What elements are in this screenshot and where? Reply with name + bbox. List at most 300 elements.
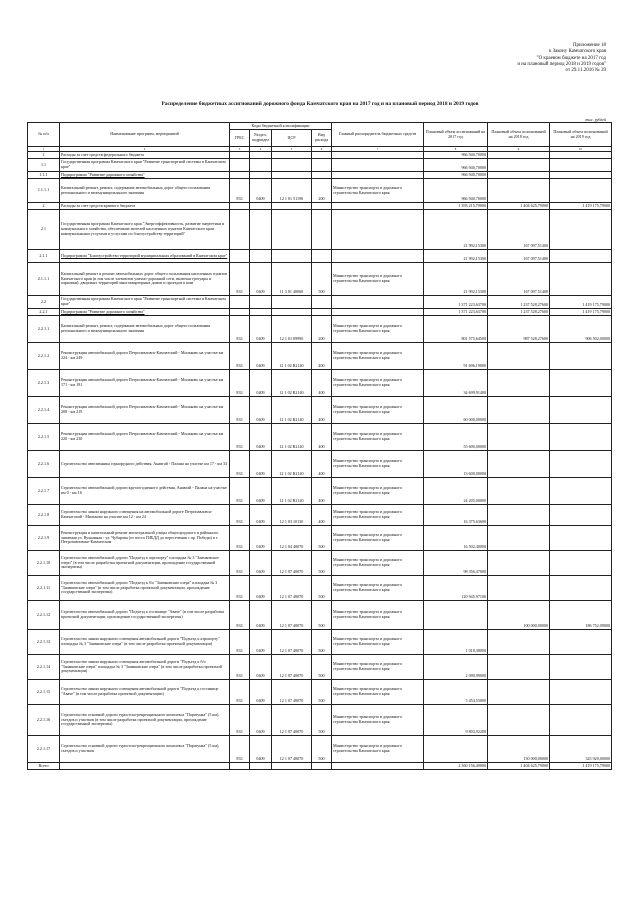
row-amount-2019 [550, 478, 612, 505]
table-body [28, 152, 612, 770]
row-amount-2018 [488, 551, 550, 576]
row-rzpr: 0409 [250, 705, 272, 736]
row-csr: 12 1 07 40070 [272, 705, 312, 736]
row-csr [272, 210, 312, 250]
row-vr: 500 [312, 551, 332, 576]
row-name: Государственная программа Камчатского края "Развитие транспортной системы в Камчатском крае" [60, 159, 230, 172]
table-row [28, 296, 612, 309]
row-exec: Министерство транспорта и дорожного строительства Камчатского края [332, 316, 424, 343]
row-vr: 500 [312, 526, 332, 551]
row-name: Строительство линии наружного освещения на автомобильной дороге Петропавловск-Камчатский - Мильково на участке км 12 - км 24 [60, 505, 230, 526]
row-amount-2019 [550, 172, 612, 179]
row-rzpr: 0409 [250, 424, 272, 451]
row-rzpr: 0409 [250, 263, 272, 296]
row-amount-2017: 1 371 223,63700 [424, 296, 488, 309]
row-amount-2018 [488, 705, 550, 736]
header-num: № п/п [28, 123, 60, 147]
row-amount-2019 [550, 210, 612, 250]
row-exec: Министерство транспорта и дорожного строительства Камчатского края [332, 630, 424, 655]
row-name: Строительство автомобильной дороги круглогодичного действия, Анавгай - Палана на участке км 0 - км 16 [60, 478, 230, 505]
row-number: 2.2.1.6 [28, 451, 60, 478]
row-exec [332, 309, 424, 316]
table-row [28, 630, 612, 655]
row-csr: 11 3 01 40060 [272, 263, 312, 296]
row-number: 2.2.1.12 [28, 601, 60, 630]
row-vr: 500 [312, 630, 332, 655]
row-csr [272, 152, 312, 159]
row-number: 1.1.1 [28, 172, 60, 179]
row-amount-2017: 55 600,00000 [424, 424, 488, 451]
row-exec: Министерство транспорта и дорожного строительства Камчатского края [332, 601, 424, 630]
units-label: тыс. рублей [585, 117, 606, 122]
appendix-line: "О краевом бюджете на 2017 год [536, 55, 606, 61]
row-rzpr: 0409 [250, 736, 272, 763]
row-name [60, 763, 230, 770]
row-amount-2018: 150 000,00000 [488, 736, 550, 763]
appendix-line: и на плановый период 2018 и 2019 годов" [517, 61, 606, 67]
row-exec: Министерство транспорта и дорожного строительства Камчатского края [332, 397, 424, 424]
table-row [28, 152, 612, 159]
header-csr: ЦСР [272, 130, 312, 147]
row-amount-2017: 16 375,63600 [424, 505, 488, 526]
row-exec: Министерство транспорта и дорожного строительства Камчатского края [332, 424, 424, 451]
row-amount-2018 [488, 397, 550, 424]
table-row [28, 576, 612, 601]
row-amount-2017: 2 360 156,49000 [424, 763, 488, 770]
row-amount-2018 [488, 505, 550, 526]
row-name: Капитальный ремонт и ремонт автомобильных дорог общего пользования населенных пунктов Камчатского края (в том числе элементов улично-дорожной сети, включая тротуары и парковки), дворовых территорий многоквартирных домов и проездов к ним [60, 263, 230, 296]
row-vr [312, 763, 332, 770]
row-number: 2.2.1.13 [28, 630, 60, 655]
row-name: Строительство основной дороги туристско-рекреационного комплекса "Паратунка" (5 км), съездов и участков [60, 736, 230, 763]
row-amount-2018: 1 237 528,27600 [488, 309, 550, 316]
row-amount-2019 [550, 680, 612, 705]
row-number: 1 [28, 152, 60, 159]
row-grbs: 833 [230, 343, 250, 370]
row-amount-2019 [550, 655, 612, 680]
row-rzpr: 0409 [250, 630, 272, 655]
row-number: 2.2.1.1 [28, 316, 60, 343]
row-amount-2018 [488, 526, 550, 551]
row-number: 2.2.1.2 [28, 343, 60, 370]
row-vr: 400 [312, 505, 332, 526]
column-index: 1 [28, 147, 60, 152]
row-amount-2019 [550, 343, 612, 370]
row-exec [332, 296, 424, 309]
appendix-line: от 29.11.2016 № 39 [565, 68, 606, 74]
row-csr: 12 1 02 R2140 [272, 343, 312, 370]
row-number: 2.2.1.4 [28, 397, 60, 424]
row-number: 2.2.1 [28, 309, 60, 316]
row-amount-2017: 966 940,70000 [424, 172, 488, 179]
row-grbs: 833 [230, 263, 250, 296]
row-amount-2017: 1 018,38000 [424, 630, 488, 655]
row-amount-2017: 34 699,91400 [424, 370, 488, 397]
row-amount-2019: 325 920,00000 [550, 736, 612, 763]
row-amount-2018 [488, 159, 550, 172]
table-row [28, 159, 612, 172]
row-name: Государственная программа Камчатского края "Развитие транспортной системы в Камчатском крае" [60, 296, 230, 309]
row-exec [332, 152, 424, 159]
row-name: Реконструкция автомобильной дороги Петропавловск-Камчатский - Мильково на участке км 171 - км 181 [60, 370, 230, 397]
row-name: Расходы за счет средств федерального бюджета [60, 152, 230, 159]
row-amount-2018: 1 237 528,27600 [488, 296, 550, 309]
row-number: 2.1.1 [28, 250, 60, 263]
row-amount-2019: 1 419 175,79000 [550, 296, 612, 309]
column-index: 10 [550, 147, 612, 152]
row-rzpr [250, 210, 272, 250]
row-amount-2019 [550, 551, 612, 576]
row-grbs: 833 [230, 655, 250, 680]
row-amount-2017 [424, 736, 488, 763]
row-csr: 12 1 07 40070 [272, 601, 312, 630]
row-grbs: 833 [230, 505, 250, 526]
table-row [28, 551, 612, 576]
row-number: 2.2.1.9 [28, 526, 60, 551]
row-amount-2019 [550, 576, 612, 601]
row-vr [312, 203, 332, 210]
row-grbs: 833 [230, 705, 250, 736]
row-amount-2019 [550, 630, 612, 655]
row-csr: 12 1 01 51190 [272, 179, 312, 203]
row-number: 1.1 [28, 159, 60, 172]
row-amount-2018: 987 528,27600 [488, 316, 550, 343]
row-csr: 12 1 07 40070 [272, 655, 312, 680]
row-amount-2017: 16 502,40000 [424, 526, 488, 551]
row-grbs: 833 [230, 601, 250, 630]
row-name: Строительство линии наружного освещения автомобильной дороги "Подъезд к б/о "Заимковские озера" площадка № 3 "Заимковские озера" (в том числе разработка проектной документации) [60, 655, 230, 680]
row-rzpr [250, 763, 272, 770]
row-amount-2017: 966 940,70000 [424, 179, 488, 203]
row-amount-2017: 801 575,64500 [424, 316, 488, 343]
appendix-line: Приложение 18 [572, 43, 606, 48]
row-exec: Министерство транспорта и дорожного строительства Камчатского края [332, 680, 424, 705]
row-exec: Министерство транспорта и дорожного строительства Камчатского края [332, 505, 424, 526]
row-exec: Министерство транспорта и дорожного строительства Камчатского края [332, 736, 424, 763]
table-row [28, 451, 612, 478]
row-rzpr: 0409 [250, 179, 272, 203]
row-name: Реконструкция и капитальный ремонт магистральной улицы общегородского и районного значения ул. Вулканная - ул. Чубарова (от поста ГИБДД до пересечения с пр. Победы) в г. Петропавловске-Камчатском [60, 526, 230, 551]
row-vr: 400 [312, 424, 332, 451]
table-row [28, 397, 612, 424]
table-row [28, 655, 612, 680]
row-exec: Министерство транспорта и дорожного строительства Камчатского края [332, 179, 424, 203]
row-grbs: 833 [230, 526, 250, 551]
row-rzpr [250, 172, 272, 179]
column-index: 7 [332, 147, 424, 152]
row-number: 2.2.1.14 [28, 655, 60, 680]
row-csr: 12 1 02 R2140 [272, 424, 312, 451]
appendix-line: к Закону Камчатского края [548, 49, 606, 55]
column-index: 6 [312, 147, 332, 152]
header-classification: Коды бюджетной классификации [230, 123, 332, 130]
row-amount-2017: 60 000,00000 [424, 397, 488, 424]
row-amount-2018 [488, 655, 550, 680]
row-vr: 400 [312, 451, 332, 478]
row-grbs: 833 [230, 370, 250, 397]
row-exec [332, 250, 424, 263]
row-amount-2018 [488, 343, 550, 370]
row-rzpr: 0409 [250, 397, 272, 424]
row-vr: 500 [312, 601, 332, 630]
row-number: 1.1.1.1 [28, 179, 60, 203]
table-row [28, 526, 612, 551]
row-grbs: 833 [230, 316, 250, 343]
row-amount-2017: 91 696,19000 [424, 343, 488, 370]
row-number: 2.2.1.3 [28, 370, 60, 397]
row-grbs [230, 159, 250, 172]
table-row [28, 343, 612, 370]
row-rzpr: 0409 [250, 343, 272, 370]
row-amount-2017: 21 992,15300 [424, 263, 488, 296]
header-name: Наименование программ, мероприятий [60, 123, 230, 147]
row-rzpr [250, 159, 272, 172]
row-amount-2019 [550, 526, 612, 551]
row-name: Капитальный ремонт, ремонт, содержание автомобильных дорог общего пользования регионального и межмуниципального значения [60, 179, 230, 203]
row-vr [312, 296, 332, 309]
row-name: Строительство автозимника горнорудного действия, Анавгай - Палана на участке км 17 - км 33 [60, 451, 230, 478]
row-exec [332, 763, 424, 770]
table-row [28, 505, 612, 526]
row-amount-2018 [488, 680, 550, 705]
row-exec: Министерство транспорта и дорожного строительства Камчатского края [332, 478, 424, 505]
row-grbs [230, 296, 250, 309]
row-amount-2017: 21 992,15300 [424, 210, 488, 250]
row-rzpr [250, 203, 272, 210]
table-row [28, 370, 612, 397]
row-csr [272, 172, 312, 179]
header-2017: Плановый объем ассигнований на 2017 год [424, 123, 488, 147]
row-number: 2.2.1.11 [28, 576, 60, 601]
row-exec: Министерство транспорта и дорожного строительства Камчатского края [332, 526, 424, 551]
row-amount-2019 [550, 152, 612, 159]
header-2018: Плановый объем ассигнований на 2018 год [488, 123, 550, 147]
row-amount-2017: 120 945,97100 [424, 576, 488, 601]
row-csr: 12 1 02 R2140 [272, 370, 312, 397]
row-csr: 12 1 01 09990 [272, 316, 312, 343]
column-index: 8 [424, 147, 488, 152]
row-amount-2017: 1 393 215,79000 [424, 203, 488, 210]
row-rzpr: 0409 [250, 370, 272, 397]
row-name: Капитальный ремонт, ремонт, содержание автомобильных дорог общего пользования регионального и межмуниципального значения [60, 316, 230, 343]
row-vr: 400 [312, 478, 332, 505]
row-amount-2019 [550, 250, 612, 263]
row-number: 2 [28, 203, 60, 210]
row-name: Подпрограмма "Благоустройство территорий муниципальных образований в Камчатском крае" [60, 250, 230, 263]
column-index: 2 [60, 147, 230, 152]
header-exec: Главный распорядитель бюджетных средств [332, 123, 424, 147]
row-amount-2019 [550, 505, 612, 526]
row-amount-2018 [488, 424, 550, 451]
row-rzpr: 0409 [250, 505, 272, 526]
table-row [28, 210, 612, 250]
row-name: Строительство автомобильной дороги "Подъезд к б/о "Заимковские озера" площадка № 3 "Заимковские озера" (в том числе разработка проектной документации, прохождение государственной экспертизы) [60, 576, 230, 601]
row-csr: 12 1 04 40070 [272, 526, 312, 551]
row-csr: 12 1 02 R2140 [272, 478, 312, 505]
column-index: 5 [272, 147, 312, 152]
row-name: Реконструкция автомобильной дороги Петропавловск-Камчатский - Мильково на участке км 220 - км 230 [60, 424, 230, 451]
row-exec [332, 172, 424, 179]
row-number: 2.1.1.1 [28, 263, 60, 296]
row-amount-2019 [550, 424, 612, 451]
row-rzpr: 0409 [250, 551, 272, 576]
row-rzpr: 0409 [250, 576, 272, 601]
row-grbs [230, 203, 250, 210]
row-vr: 400 [312, 370, 332, 397]
row-amount-2017: 21 992,15300 [424, 250, 488, 263]
row-grbs: 833 [230, 397, 250, 424]
row-amount-2017: 98 356,47000 [424, 551, 488, 576]
row-vr: 400 [312, 343, 332, 370]
row-csr [272, 250, 312, 263]
header-vr: Вид расхода [312, 130, 332, 147]
row-exec: Министерство транспорта и дорожного строительства Камчатского края [332, 451, 424, 478]
row-exec: Министерство транспорта и дорожного строительства Камчатского края [332, 343, 424, 370]
row-rzpr: 0409 [250, 316, 272, 343]
column-index: 9 [488, 147, 550, 152]
row-number: Всего [28, 763, 60, 770]
column-index: 3 [230, 147, 250, 152]
row-number: 2.2.1.5 [28, 424, 60, 451]
row-amount-2018: 167 097,51400 [488, 250, 550, 263]
table-row [28, 250, 612, 263]
row-exec [332, 210, 424, 250]
row-grbs: 833 [230, 736, 250, 763]
row-vr: 500 [312, 705, 332, 736]
row-amount-2019 [550, 263, 612, 296]
row-vr [312, 250, 332, 263]
row-grbs [230, 309, 250, 316]
row-amount-2017: 24 205,00000 [424, 478, 488, 505]
budget-table [27, 122, 612, 770]
row-number: 2.2 [28, 296, 60, 309]
row-name: Строительство автомобильной дороги "Подъезд к аэропорту" площадка № 3 "Заимковское озеро" (в том числе разработка проектной документации, прохождение государственной экспертизы) [60, 551, 230, 576]
table-row [28, 316, 612, 343]
row-vr: 500 [312, 680, 332, 705]
row-vr: 500 [312, 576, 332, 601]
row-number: 2.2.1.10 [28, 551, 60, 576]
header-grbs: ГРБС [230, 130, 250, 147]
row-amount-2017: 13 600,00000 [424, 451, 488, 478]
row-exec: Министерство транспорта и дорожного строительства Камчатского края [332, 551, 424, 576]
row-amount-2019: 1 419 175,79000 [550, 203, 612, 210]
table-row [28, 478, 612, 505]
table-row [28, 601, 612, 630]
row-name: Реконструкция автомобильной дороги Петропавловск-Камчатский - Мильково на участке км 224 - км 249 [60, 343, 230, 370]
row-csr: 12 1 07 40070 [272, 630, 312, 655]
row-name: Строительство линии наружного освещения автомобильной дороги "Подъезд к гостинице "Аваче" (в том числе разработка проектной документации) [60, 680, 230, 705]
row-amount-2018 [488, 630, 550, 655]
row-name: Строительство основной дороги туристско-рекреационного комплекса "Паратунка" (5 км), съездов и участков (в том числе разработка проектной документации, прохождение государственной экспертизы) [60, 705, 230, 736]
row-amount-2018 [488, 576, 550, 601]
row-amount-2017: 5 454,55000 [424, 680, 488, 705]
row-grbs: 833 [230, 424, 250, 451]
document-title: Распределение бюджетных ассигнований дорожного фонда Камчатского края на 2017 год и на плановый период 2018 и 2019 годов [161, 101, 479, 107]
row-amount-2018 [488, 172, 550, 179]
row-amount-2019: 1 419 175,79000 [550, 763, 612, 770]
row-amount-2017: 966 940,70000 [424, 152, 488, 159]
row-amount-2018 [488, 370, 550, 397]
row-exec: Министерство транспорта и дорожного строительства Камчатского края [332, 370, 424, 397]
row-amount-2017: 966 940,70000 [424, 159, 488, 172]
table-row [28, 309, 612, 316]
row-amount-2018: 167 097,51400 [488, 263, 550, 296]
row-vr [312, 172, 332, 179]
row-vr: 200 [312, 316, 332, 343]
row-csr: 12 1 07 40070 [272, 736, 312, 763]
row-amount-2019: 186 752,09000 [550, 601, 612, 630]
row-csr [272, 309, 312, 316]
row-exec [332, 203, 424, 210]
row-csr: 12 1 07 40070 [272, 576, 312, 601]
row-vr: 200 [312, 179, 332, 203]
row-rzpr [250, 250, 272, 263]
row-grbs [230, 172, 250, 179]
row-rzpr [250, 152, 272, 159]
row-amount-2018 [488, 152, 550, 159]
row-number: 2.2.1.17 [28, 736, 60, 763]
row-rzpr [250, 309, 272, 316]
row-exec: Министерство транспорта и дорожного строительства Камчатского края [332, 576, 424, 601]
row-name: Подпрограмма "Развитие дорожного хозяйства" [60, 309, 230, 316]
row-exec: Министерство транспорта и дорожного строительства Камчатского края [332, 263, 424, 296]
row-vr: 500 [312, 736, 332, 763]
row-grbs [230, 210, 250, 250]
row-csr: 12 1 07 40070 [272, 551, 312, 576]
row-csr: 12 1 03 10130 [272, 505, 312, 526]
row-exec [332, 159, 424, 172]
row-grbs: 833 [230, 451, 250, 478]
header-2019: Плановый объем ассигнований на 2019 год [550, 123, 612, 147]
row-amount-2019: 1 419 175,79000 [550, 309, 612, 316]
row-name: Строительство автомобильной дороги "Подъезд к гостинице "Аваче" (в том числе разработка проектной документации, прохождение государственной экспертизы) [60, 601, 230, 630]
row-grbs [230, 152, 250, 159]
row-grbs [230, 250, 250, 263]
row-amount-2019 [550, 370, 612, 397]
column-index: 4 [250, 147, 272, 152]
table-row [28, 763, 612, 770]
row-amount-2018 [488, 179, 550, 203]
row-grbs: 833 [230, 551, 250, 576]
row-vr [312, 159, 332, 172]
row-csr: 12 1 02 R2140 [272, 451, 312, 478]
row-exec: Министерство транспорта и дорожного строительства Камчатского края [332, 655, 424, 680]
table-row [28, 203, 612, 210]
row-rzpr [250, 296, 272, 309]
row-name: Реконструкция автомобильной дороги Петропавловск-Камчатский - Мильково на участке км 208 - км 219 [60, 397, 230, 424]
row-csr [272, 296, 312, 309]
row-vr [312, 309, 332, 316]
row-amount-2018 [488, 478, 550, 505]
row-vr [312, 152, 332, 159]
row-amount-2019 [550, 179, 612, 203]
row-rzpr: 0409 [250, 680, 272, 705]
row-rzpr: 0409 [250, 601, 272, 630]
row-csr: 12 1 02 R2140 [272, 397, 312, 424]
row-csr [272, 763, 312, 770]
row-rzpr: 0409 [250, 655, 272, 680]
row-amount-2017: 1 371 223,63700 [424, 309, 488, 316]
row-grbs [230, 763, 250, 770]
row-amount-2019 [550, 705, 612, 736]
row-amount-2018: 100 000,00000 [488, 601, 550, 630]
row-number: 2.2.1.7 [28, 478, 60, 505]
row-amount-2019: 906 502,00000 [550, 316, 612, 343]
row-number: 2.1 [28, 210, 60, 250]
table-row [28, 736, 612, 763]
table-row [28, 424, 612, 451]
row-amount-2018: 1 404 625,79000 [488, 203, 550, 210]
